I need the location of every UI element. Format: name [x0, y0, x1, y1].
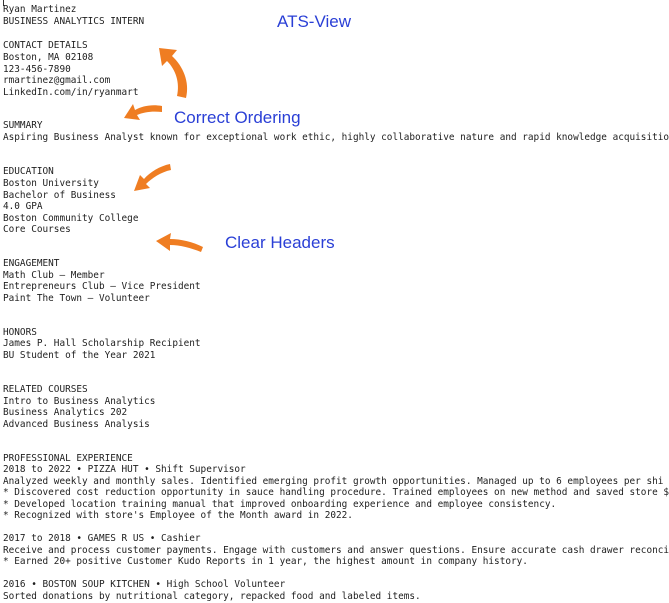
- contact-phone: 123-456-7890: [3, 63, 71, 75]
- arrow-left-icon: [120, 100, 166, 126]
- job-line: Analyzed weekly and monthly sales. Identified emerging profit growth opportunities. Managed up to 6 employees per shi: [3, 475, 664, 487]
- arrow-up-icon: [150, 40, 200, 102]
- arrow-left-icon: [152, 226, 206, 256]
- engagement-item: Entrepreneurs Club – Vice President: [3, 281, 201, 292]
- course-item: Intro to Business Analytics: [3, 395, 156, 407]
- education-item: 4.0 GPA: [3, 201, 43, 212]
- summary-text: Aspiring Business Analyst known for exceptional work ethic, highly collaborative nature and rapid knowledge acquisitio: [3, 132, 669, 143]
- summary-heading: SUMMARY: [3, 120, 43, 131]
- honors-item: James P. Hall Scholarship Recipient: [3, 338, 201, 349]
- ats-view-callout: ATS-View: [277, 12, 352, 31]
- education-item: Core Courses: [3, 224, 71, 235]
- contact-email: rmartinez@gmail.com: [3, 75, 111, 86]
- job-title: 2018 to 2022 • PIZZA HUT • Shift Supervisor: [3, 464, 246, 475]
- engagement-item: Paint The Town – Volunteer: [3, 292, 150, 304]
- job-line: * Recognized with store's Employee of the Month award in 2022.: [3, 510, 353, 521]
- engagement-item: Math Club – Member: [3, 269, 105, 281]
- job-line: Sorted donations by nutritional category, repacked food and labeled items.: [3, 590, 421, 602]
- job-line: Receive and process customer payments. Engage with customers and answer questions. Ensure accurate cash drawer reconci: [3, 544, 669, 556]
- education-item: Boston Community College: [3, 212, 139, 224]
- job-line: * Discovered cost reduction opportunity in sauce handling procedure. Trained employees on new method and saved store $: [3, 487, 669, 498]
- experience-heading: PROFESSIONAL EXPERIENCE: [3, 452, 133, 464]
- course-item: Business Analytics 202: [3, 407, 128, 418]
- job-line: * Developed location training manual that improved onboarding experience and employee consistency.: [3, 498, 557, 510]
- honors-item: BU Student of the Year 2021: [3, 349, 156, 361]
- course-item: Advanced Business Analysis: [3, 418, 150, 430]
- education-item: Boston University: [3, 178, 99, 189]
- clear-headers-callout: Clear Headers: [225, 233, 335, 252]
- engagement-heading: ENGAGEMENT: [3, 258, 60, 269]
- education-item: Bachelor of Business: [3, 189, 116, 201]
- candidate-title: BUSINESS ANALYTICS INTERN: [3, 15, 145, 27]
- contact-linkedin: LinkedIn.com/in/ryanmart: [3, 86, 139, 98]
- job-title: 2016 • BOSTON SOUP KITCHEN • High School Volunteer: [3, 579, 286, 590]
- candidate-name: Ryan Martinez: [3, 4, 77, 15]
- correct-ordering-callout: Correct Ordering: [174, 108, 301, 127]
- honors-heading: HONORS: [3, 326, 37, 338]
- contact-heading: CONTACT DETAILS: [3, 40, 88, 51]
- arrow-down-left-icon: [128, 160, 174, 196]
- education-heading: EDUCATION: [3, 166, 54, 177]
- job-line: * Earned 20+ positive Customer Kudo Reports in 1 year, the highest amount in company history.: [3, 556, 528, 567]
- courses-heading: RELATED COURSES: [3, 384, 88, 395]
- contact-address: Boston, MA 02108: [3, 52, 94, 63]
- job-title: 2017 to 2018 • GAMES R US • Cashier: [3, 533, 201, 544]
